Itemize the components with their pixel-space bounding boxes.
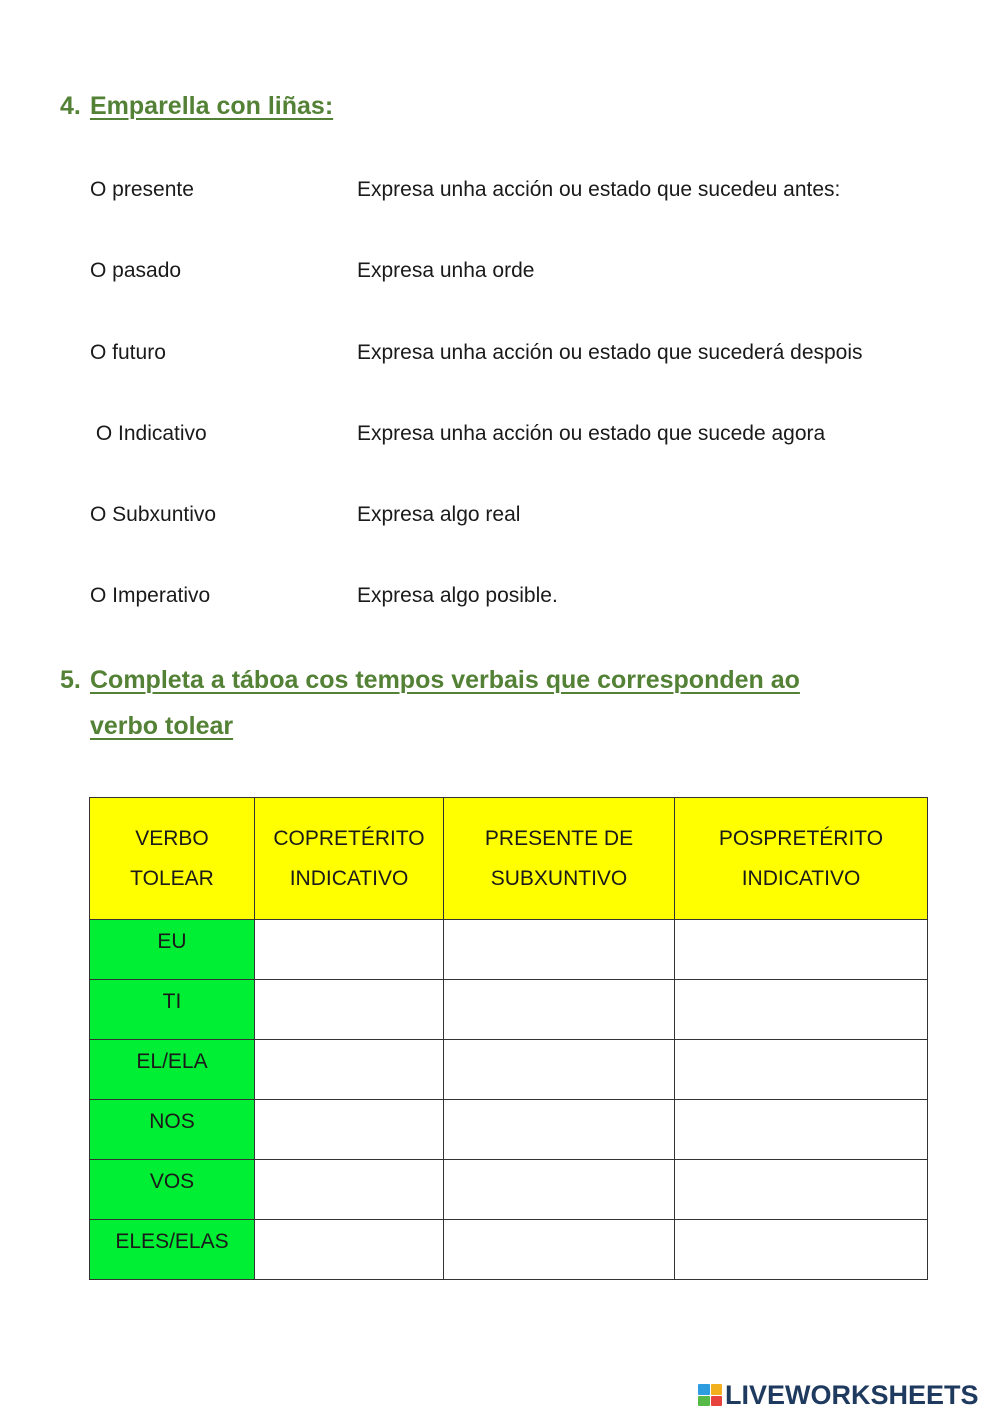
liveworksheets-logo [698,1378,979,1412]
matching-right-item[interactable]: Expresa algo posible. [357,584,558,607]
table-row [90,1040,928,1100]
logo-wordmark: LIVEWORKSHEETS [725,1379,979,1410]
matching-left-item[interactable]: O Indicativo [90,422,207,445]
pronoun-cell: VOS [90,1160,255,1220]
table-row [90,1160,928,1220]
answer-cell[interactable] [675,1040,928,1100]
table-header-row [90,798,928,920]
matching-left-item[interactable]: O Subxuntivo [90,503,217,526]
matching-right-item[interactable]: Expresa unha orde [357,259,535,282]
answer-cell[interactable] [255,1220,444,1280]
logo-mark-square [698,1384,710,1395]
header-cell-verb: VERBO TOLEAR [90,798,255,920]
pronoun-cell: ELES/ELAS [90,1220,255,1280]
matching-pair-row [0,256,1000,286]
logo-mark-square [711,1384,723,1395]
header-cell-copreterito: COPRETÉRITO INDICATIVO [255,798,444,920]
answer-cell[interactable] [675,1220,928,1280]
answer-cell[interactable] [444,1100,675,1160]
matching-pair-row [0,419,1000,449]
answer-cell[interactable] [675,980,928,1040]
answer-cell[interactable] [255,1100,444,1160]
liveworksheets-logo-icon [698,1384,722,1406]
answer-cell[interactable] [675,1160,928,1220]
matching-pair-row [0,581,1000,611]
table-row [90,1220,928,1280]
answer-cell[interactable] [675,1100,928,1160]
answer-cell[interactable] [255,1040,444,1100]
answer-cell[interactable] [444,1040,675,1100]
table-row [90,1100,928,1160]
answer-cell[interactable] [444,980,675,1040]
matching-right-item[interactable]: Expresa algo real [357,503,521,526]
section-5-title-line-2: verbo tolear [90,712,234,740]
pronoun-cell: NOS [90,1100,255,1160]
matching-right-item[interactable]: Expresa unha acción ou estado que sucederá despois [357,341,863,364]
answer-cell[interactable] [444,1160,675,1220]
answer-cell[interactable] [444,1220,675,1280]
logo-mark-square [711,1396,723,1407]
matching-left-item[interactable]: O futuro [90,341,166,364]
matching-left-item[interactable]: O pasado [90,259,182,282]
matching-left-item[interactable]: O Imperativo [90,584,211,607]
section-5-title-line-1: Completa a táboa cos tempos verbais que corresponden ao [90,666,800,694]
section-4-number: 4. [60,92,81,120]
header-cell-pospreterito: POSPRETÉRITO INDICATIVO [675,798,928,920]
pronoun-cell: EL/ELA [90,1040,255,1100]
section-5-title [90,657,890,749]
section-4-title: Emparella con liñas: [90,92,334,120]
table-row [90,920,928,980]
pronoun-cell: TI [90,980,255,1040]
matching-pair-row [0,338,1000,368]
matching-right-item[interactable]: Expresa unha acción ou estado que sucede agora [357,422,826,445]
table-row [90,980,928,1040]
matching-pair-row [0,500,1000,530]
logo-mark-square [698,1396,710,1407]
matching-right-item[interactable]: Expresa unha acción ou estado que sucedeu antes: [357,178,841,201]
matching-left-item[interactable]: O presente [90,178,194,201]
section-5-number: 5. [60,666,81,694]
answer-cell[interactable] [255,920,444,980]
answer-cell[interactable] [444,920,675,980]
header-cell-presente-subxuntivo: PRESENTE DE SUBXUNTIVO [444,798,675,920]
answer-cell[interactable] [675,920,928,980]
matching-pair-row [0,175,1000,205]
answer-cell[interactable] [255,1160,444,1220]
answer-cell[interactable] [255,980,444,1040]
verb-conjugation-table [89,797,928,1280]
pronoun-cell: EU [90,920,255,980]
